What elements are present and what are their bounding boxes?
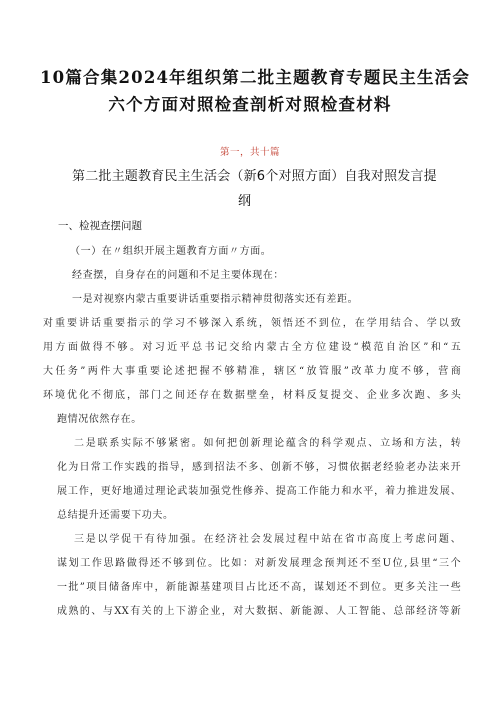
section-heading: 一、检视查摆问题 bbox=[58, 220, 142, 232]
point-three-lead: 三是以学促干有待加强。在经济社会发展过程中站在省市高度上考虑问题、 bbox=[74, 534, 461, 545]
item-heading: （一）在〃组织开展主题教育方面〃方面。 bbox=[70, 246, 272, 257]
point-one-lead: 一是对视察内蒙古重要讲话重要指示精神贯彻落实还有差距。 bbox=[72, 294, 359, 305]
point-two-line: 化为日常工作实践的指导，感到招法不多、创新不够，习惯依据老经验老办法来开 bbox=[57, 462, 461, 473]
document-title-line-2: 六个方面对照检查剖析对照检查材料 bbox=[108, 95, 392, 114]
subtitle-line-2: 纲 bbox=[238, 194, 252, 209]
point-one-line: 环境优化不彻底，部门之间还存在数据壁垒，材料反复提交、企业多次跑、多头 bbox=[43, 390, 461, 401]
point-three-line: 成熟的、与XX有关的上下游企业，对大数据、新能源、人工智能、总部经济等新 bbox=[57, 606, 461, 617]
document-title-line-1: 10篇合集2024年组织第二批主题教育专题民主生活会 bbox=[40, 68, 471, 87]
intro-text: 经查摆，自身存在的问题和不足主要体现在： bbox=[72, 270, 284, 281]
point-three-line: 谋划工作思路做得还不够到位。比如：对新发展理念预判还不至U位,县里“三个 bbox=[57, 558, 461, 569]
point-one-line: 大任务”两件大事重要论述把握不够精准，辖区“放管服”改革力度不够，营商 bbox=[43, 366, 461, 377]
subtitle-line-1: 第二批主题教育民主生活会（新6个对照方面）自我对照发言提 bbox=[72, 169, 437, 184]
point-one-line: 对重要讲话重要指示的学习不够深入系统，领悟还不到位，在学用结合、学以致 bbox=[43, 318, 461, 329]
point-three-line: 一批”项目储备库中，新能源基建项目占比还不高，谋划还不到位。更多关注一些 bbox=[57, 582, 461, 593]
point-one-line: 用方面做得不够。对习近平总书记交给内蒙古全方位建设“模范自治区”和“五 bbox=[43, 342, 461, 353]
part-label: 第一，共十篇 bbox=[219, 147, 280, 158]
point-two-lead: 二是联系实际不够紧密。如何把创新理论蕴含的科学观点、立场和方法，转 bbox=[74, 438, 461, 449]
point-two-line: 总结提升还需要下功夫。 bbox=[57, 510, 174, 521]
point-one-line: 跑情况依然存在。 bbox=[57, 414, 142, 425]
point-two-line: 展工作，更好地通过理论武装加强党性修养、提高工作能力和水平，着力推进发展、 bbox=[57, 486, 461, 497]
